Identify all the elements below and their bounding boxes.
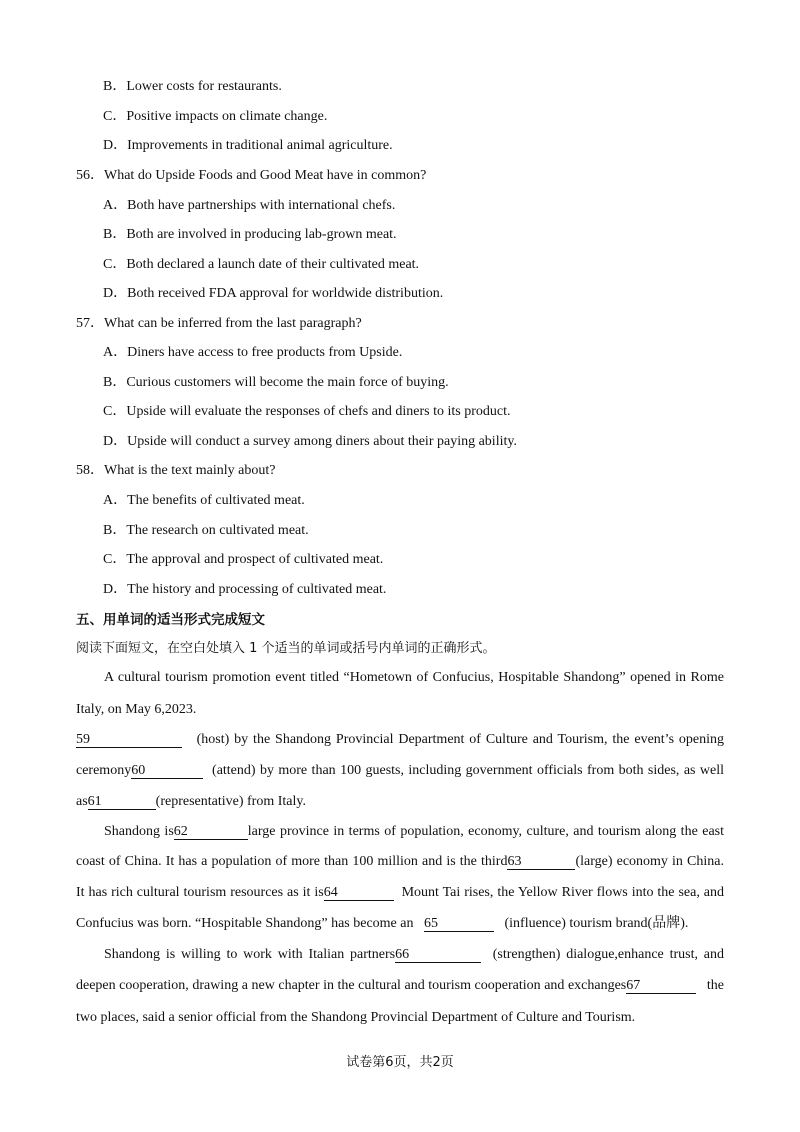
q55-option-c: C．Positive impacts on climate change. <box>103 109 328 124</box>
blank-64[interactable]: 64 <box>324 885 394 901</box>
q57-stem: 57．What can be inferred from the last paragraph? <box>76 316 362 331</box>
passage-text: (influence) tourism brand(品牌). <box>504 916 689 931</box>
blank-59[interactable]: 59 <box>76 732 182 748</box>
q58-option-c: C．The approval and prospect of cultivated meat. <box>103 552 384 567</box>
q56-option-c: C．Both declared a launch date of their cultivated meat. <box>103 257 420 272</box>
section-heading: 五、用单词的适当形式完成短文 <box>76 612 265 628</box>
section-instruction: 阅读下面短文，在空白处填入 1 个适当的单词或括号内单词的正确形式。 <box>76 641 496 656</box>
passage-line: Italy, on May 6,2023. <box>76 702 197 717</box>
passage-line <box>104 946 724 964</box>
blank-62[interactable]: 62 <box>174 824 248 840</box>
q56-option-d: D．Both received FDA approval for worldwide distribution. <box>103 286 444 301</box>
passage-line <box>76 884 724 902</box>
passage-text: the <box>706 978 724 993</box>
passage-text: as <box>76 794 88 809</box>
passage-line <box>76 977 724 995</box>
passage-text: (host) by the Shandong Provincial Department of Culture and Tourism, the event’s opening <box>196 732 725 747</box>
q58-option-b: B．The research on cultivated meat. <box>103 523 309 538</box>
passage-text: Shandong is <box>104 824 174 839</box>
passage-text: deepen cooperation, drawing a new chapter in the cultural and tourism cooperation and exchanges <box>76 978 627 993</box>
passage-line <box>76 915 724 933</box>
blank-66[interactable]: 66 <box>395 947 481 963</box>
passage-text: It has rich cultural tourism resources as it is <box>76 885 324 900</box>
q57-option-d: D．Upside will conduct a survey among diners about their paying ability. <box>103 434 517 449</box>
passage-line <box>104 823 724 841</box>
q56-option-b: B．Both are involved in producing lab-grown meat. <box>103 227 397 242</box>
passage-line <box>76 762 724 780</box>
q57-option-a: A．Diners have access to free products from Upside. <box>103 345 403 360</box>
passage-text: (attend) by more than 100 guests, including government officials from both sides, as well <box>212 763 725 778</box>
passage-text: (representative) from Italy. <box>155 794 306 809</box>
passage-text: coast of China. It has a population of more than 100 million and is the third <box>76 854 508 869</box>
passage-line <box>76 793 724 811</box>
q58-option-d: D．The history and processing of cultivated meat. <box>103 582 387 597</box>
q56-stem: 56．What do Upside Foods and Good Meat have in common? <box>76 168 427 183</box>
passage-text: Shandong is willing to work with Italian partners <box>104 947 396 962</box>
passage-line: two places, said a senior official from the Shandong Provincial Department of Culture and Tourism. <box>76 1010 636 1025</box>
q55-option-b: B．Lower costs for restaurants. <box>103 79 282 94</box>
blank-65[interactable]: 65 <box>424 916 494 932</box>
passage-text: Mount Tai rises, the Yellow River flows into the sea, and <box>401 885 724 900</box>
passage-text: ceremony <box>76 763 132 778</box>
q58-stem: 58．What is the text mainly about? <box>76 463 276 478</box>
passage-text: Confucius was born. “Hospitable Shandong” has become an <box>76 916 414 931</box>
blank-61[interactable]: 61 <box>88 794 156 810</box>
blank-67[interactable]: 67 <box>626 978 696 994</box>
q57-option-b: B．Curious customers will become the main force of buying. <box>103 375 449 390</box>
blank-63[interactable]: 63 <box>507 854 575 870</box>
q55-option-d: D．Improvements in traditional animal agriculture. <box>103 138 393 153</box>
q57-option-c: C．Upside will evaluate the responses of chefs and diners to its product. <box>103 404 511 419</box>
blank-60[interactable]: 60 <box>131 763 203 779</box>
passage-line <box>76 731 724 749</box>
passage-line: A cultural tourism promotion event titled “Hometown of Confucius, Hospitable Shandong” opened in Rome <box>104 670 724 685</box>
q58-option-a: A．The benefits of cultivated meat. <box>103 493 305 508</box>
passage-text: (large) economy in China. <box>575 854 724 869</box>
passage-text: large province in terms of population, economy, culture, and tourism along the east <box>247 824 724 839</box>
page-footer: 试卷第6页，共2页 <box>346 1055 454 1070</box>
q56-option-a: A．Both have partnerships with international chefs. <box>103 198 396 213</box>
passage-line <box>76 853 724 871</box>
passage-text: (strengthen) dialogue,enhance trust, and <box>492 947 724 962</box>
